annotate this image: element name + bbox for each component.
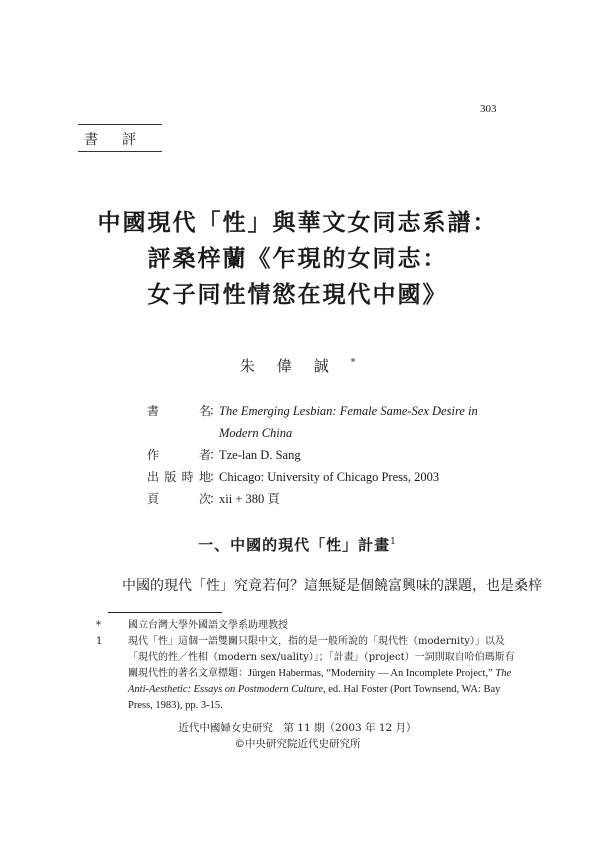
book-title-colon: ：	[209, 404, 222, 418]
journal-copyright: ©中央研究院近代史研究所	[234, 738, 361, 750]
subsection-heading-text: 一、中國的現代「性」計畫	[198, 536, 391, 554]
section-label: 書評	[84, 132, 160, 148]
section-rule-bottom	[78, 151, 162, 152]
footnote-mark: 1	[96, 636, 103, 647]
subsection-note-mark: 1	[390, 537, 397, 547]
journal-footer	[0, 720, 595, 752]
book-info	[147, 400, 527, 510]
footnote-text: 國立台灣大學外國語文學系助理教授	[128, 620, 288, 631]
book-publisher-row	[147, 466, 527, 488]
book-publisher-colon: ：	[209, 470, 222, 484]
book-title-value-line-1: The Emerging Lesbian: Female Same-Sex Desire in	[219, 404, 478, 418]
footnotes	[96, 618, 516, 714]
book-pages-value: xii + 380 頁	[219, 492, 280, 506]
book-title-row	[147, 400, 527, 444]
journal-issue: 近代中國婦女史研究 第 11 期（2003 年 12 月）	[178, 722, 417, 734]
footnote-text-cjk: 現代「性」這個一語雙關只限中文，指的是一般所說的「現代性（modernity）」以及「現代的性／性相（modern sex/uality）」；「計畫」（project）一詞則取自哈伯瑪斯有關現代性的著名文章標題：	[128, 636, 515, 679]
book-pages-label: 頁 次	[147, 492, 211, 506]
book-author-value: Tze-lan D. Sang	[219, 448, 301, 462]
book-publisher-label: 出版時地	[147, 470, 211, 484]
footnote-mark: *	[96, 620, 101, 631]
book-publisher-value: Chicago: University of Chicago Press, 2003	[219, 470, 440, 484]
subsection-heading	[0, 534, 595, 555]
title-line-3: 女子同性情慾在現代中國》	[147, 281, 448, 308]
article-author	[0, 355, 595, 376]
title-line-2: 評桑梓蘭《乍現的女同志：	[147, 245, 448, 272]
page-number: 303	[480, 103, 497, 115]
footnote-author	[96, 618, 516, 634]
article-title	[0, 205, 595, 313]
section-header	[78, 124, 162, 152]
footnote-divider	[108, 612, 222, 613]
body-paragraph: 中國的現代「性」究竟若何？這無疑是個饒富興味的課題，也是桑梓	[122, 578, 542, 594]
book-pages-colon: ：	[209, 492, 222, 506]
author-name: 朱偉誠	[239, 357, 351, 375]
footnote-text-en: Jürgen Habermas, “Modernity — An Incomplete Project,”	[248, 668, 496, 679]
footnote-text-en-italic: The Anti-Aesthetic: Essays on Postmodern Culture	[128, 668, 512, 695]
footnote-text	[128, 634, 516, 714]
book-title-label: 書 名	[147, 404, 211, 418]
book-author-colon: ：	[209, 448, 222, 462]
book-author-label: 作 者	[147, 448, 211, 462]
book-title-value-line-2: Modern China	[219, 426, 293, 440]
author-footnote-mark: *	[350, 358, 356, 368]
footnote-text-en-tail: , ed. Hal Foster (Port Townsend, WA: Bay Press, 1983), pp. 3-15.	[128, 684, 501, 711]
title-line-1: 中國現代「性」與華文女同志系譜：	[97, 209, 498, 236]
section-rule-top	[78, 124, 162, 125]
book-author-row	[147, 444, 527, 466]
book-pages-row	[147, 488, 527, 510]
book-title-value	[219, 400, 527, 444]
footnote-1	[96, 634, 516, 714]
